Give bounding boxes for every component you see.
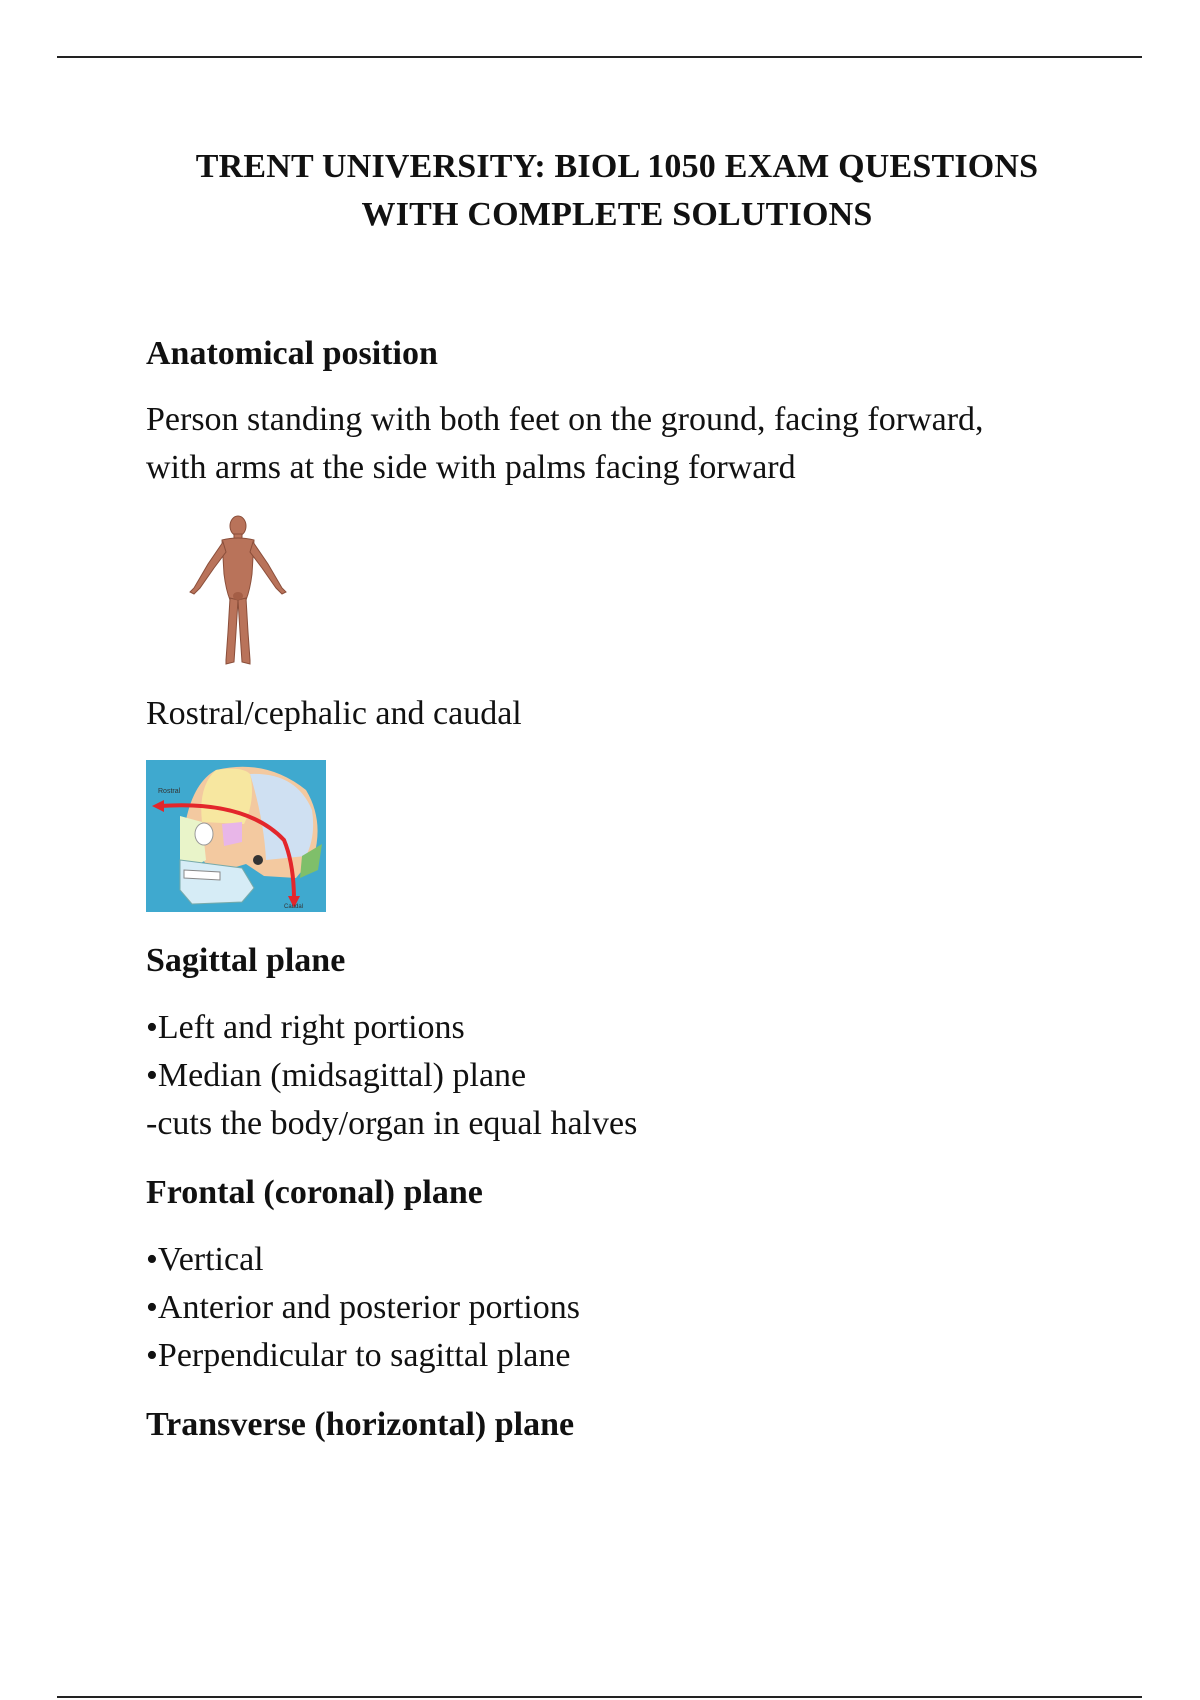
- answer-line-1: Person standing with both feet on the ground, facing forward,: [146, 401, 984, 438]
- answer-frontal-plane: [146, 1236, 580, 1380]
- title-line-2: WITH COMPLETE SOLUTIONS: [361, 196, 873, 233]
- question-transverse-plane: Transverse (horizontal) plane: [146, 1406, 575, 1443]
- answer-sagittal-plane: [146, 1004, 637, 1148]
- answer-line: •Median (midsagittal) plane: [146, 1057, 527, 1094]
- skull-diagram-svg: [146, 760, 326, 912]
- top-rule: [57, 56, 1142, 58]
- question-rostral-caudal: Rostral/cephalic and caudal: [146, 695, 522, 732]
- bottom-rule: [57, 1696, 1142, 1698]
- question-sagittal-plane: Sagittal plane: [146, 942, 346, 979]
- human-figure-svg: [146, 512, 326, 668]
- answer-line: •Anterior and posterior portions: [146, 1289, 580, 1326]
- answer-line: •Perpendicular to sagittal plane: [146, 1337, 571, 1374]
- skull-diagram-icon: [146, 760, 326, 912]
- title-line-1: TRENT UNIVERSITY: BIOL 1050 EXAM QUESTIONS: [195, 148, 1039, 185]
- question-anatomical-position: Anatomical position: [146, 335, 438, 372]
- caudal-label: Caudal: [284, 904, 304, 910]
- rostral-label: Rostral: [158, 788, 181, 795]
- question-frontal-plane: Frontal (coronal) plane: [146, 1174, 483, 1211]
- answer-line-2: with arms at the side with palms facing forward: [146, 449, 796, 486]
- answer-line: -cuts the body/organ in equal halves: [146, 1105, 638, 1142]
- answer-line: •Vertical: [146, 1241, 264, 1278]
- human-figure-icon: [146, 512, 326, 668]
- answer-line: •Left and right portions: [146, 1009, 465, 1046]
- document-title: [100, 143, 1134, 239]
- answer-anatomical-position: [146, 396, 984, 492]
